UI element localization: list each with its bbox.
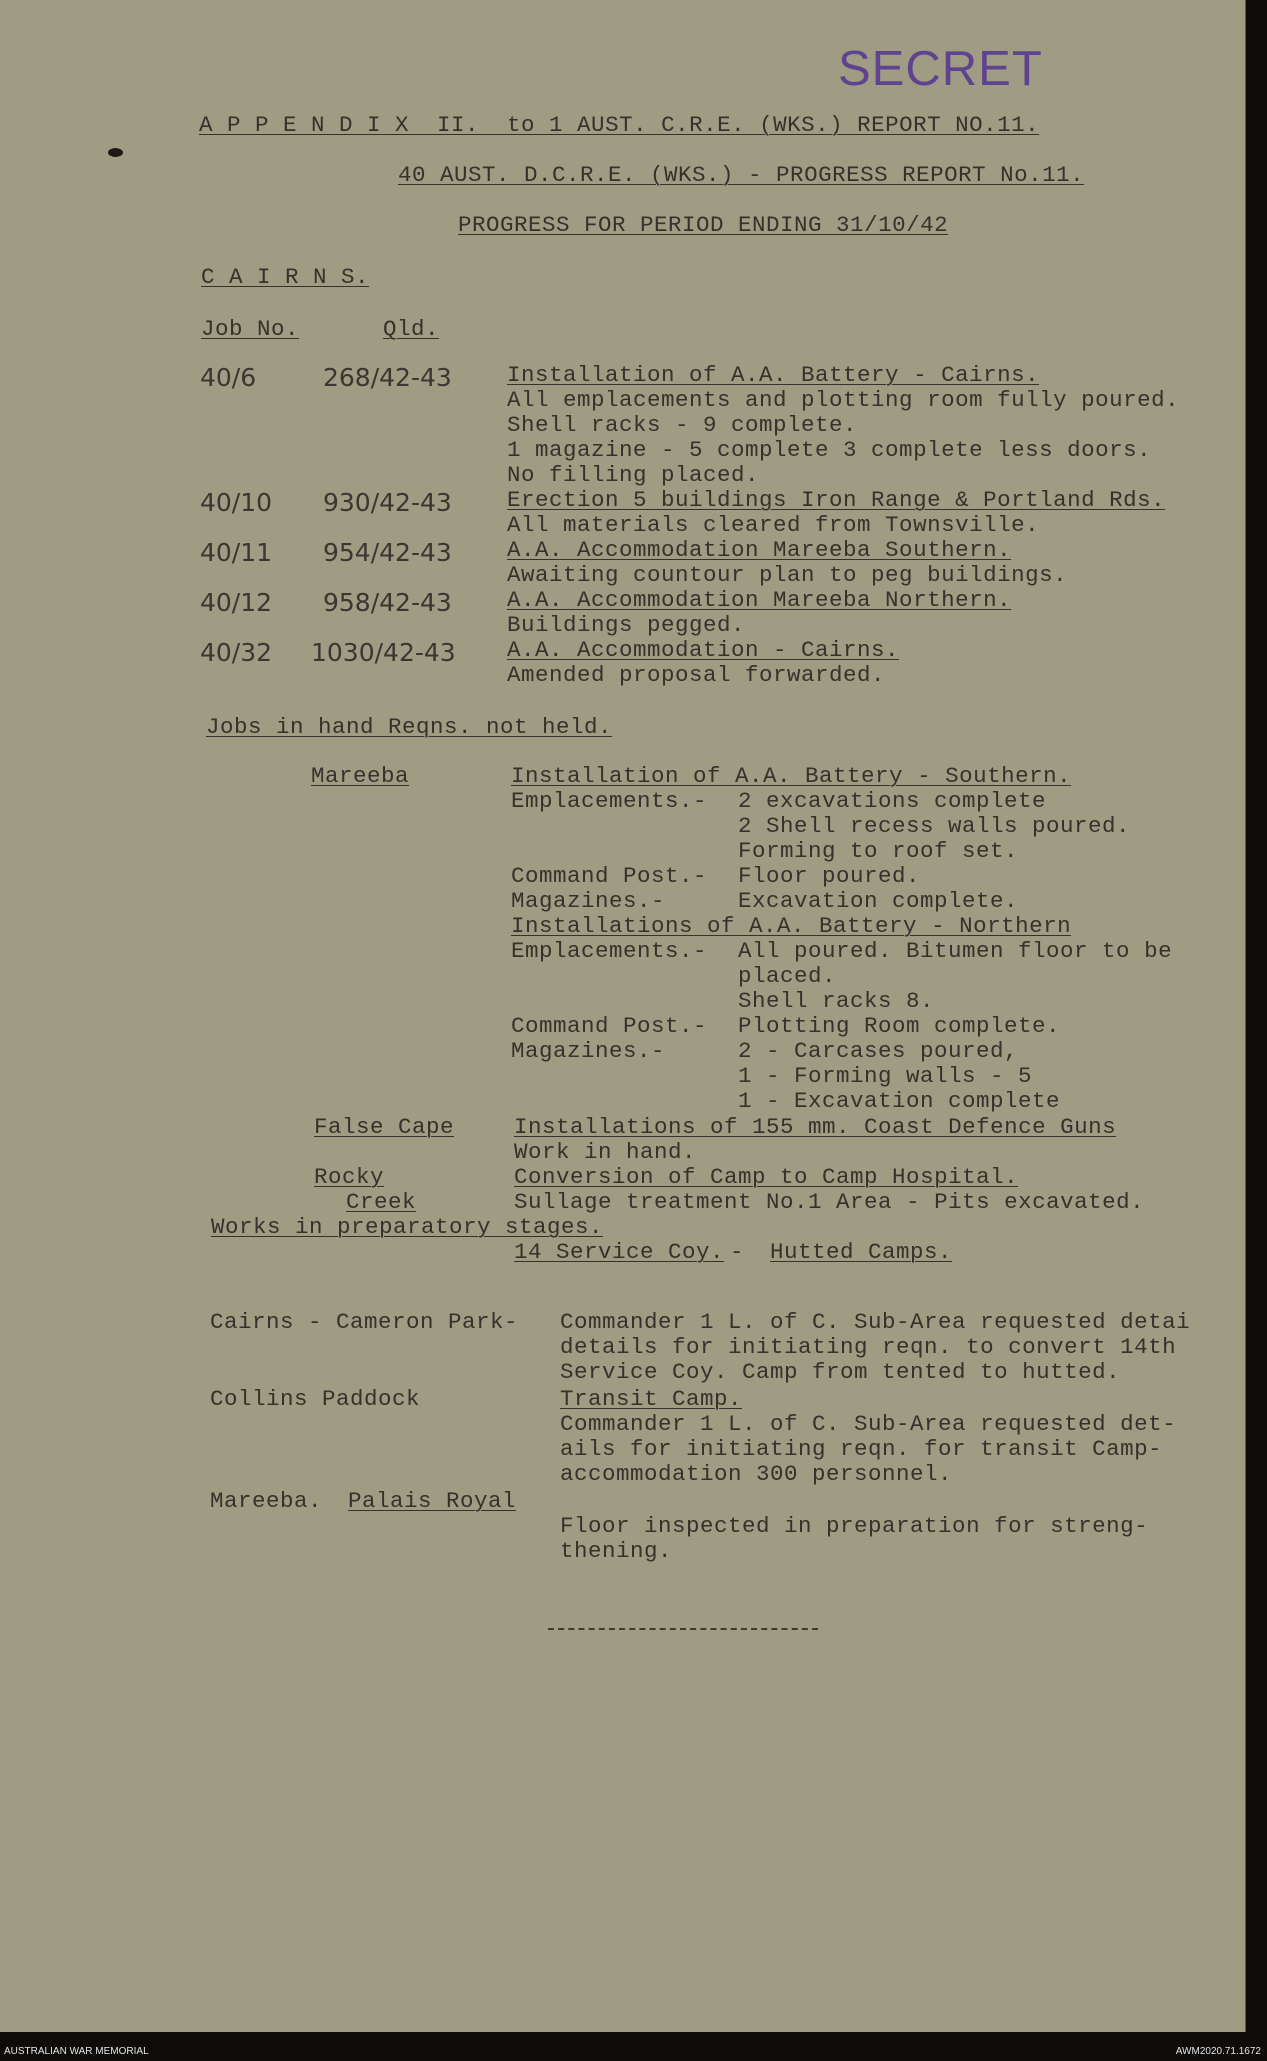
job-title: A.A. Accommodation - Cairns. (507, 637, 900, 663)
job-detail-line: All emplacements and plotting room fully poured. (507, 387, 1180, 413)
job-number: 40/10 (200, 488, 273, 517)
job-title: Conversion of Camp to Camp Hospital. (514, 1164, 1019, 1190)
item-value: 2 - Carcases poured, (738, 1038, 1019, 1064)
item-value: 1 - Forming walls - 5 (738, 1063, 1033, 1089)
jobs-in-hand-heading: Jobs in hand Reqns. not held. (206, 714, 613, 740)
preparatory-heading: Works in preparatory stages. (211, 1214, 604, 1240)
item-value: Excavation complete. (738, 888, 1019, 914)
item-value: All poured. Bitumen floor to be (738, 938, 1173, 964)
job-detail-line: Commander 1 L. of C. Sub-Area requested detai (560, 1309, 1191, 1335)
job-number: 40/32 (200, 638, 273, 667)
column-header-qld: Qld. (383, 316, 440, 342)
qld-number: 954/42-43 (323, 538, 452, 567)
job-number: 40/11 (200, 538, 273, 567)
place-label: Creek (346, 1189, 417, 1215)
sub-heading-separator: - (730, 1239, 745, 1265)
job-detail-line: Awaiting countour plan to peg buildings. (507, 562, 1068, 588)
qld-number: 1030/42-43 (311, 638, 456, 667)
item-value: placed. (738, 963, 837, 989)
sub-heading: Hutted Camps. (770, 1239, 953, 1265)
job-detail-line: accommodation 300 personnel. (560, 1461, 953, 1487)
qld-number: 930/42-43 (323, 488, 452, 517)
item-label: Command Post.- (511, 863, 708, 889)
item-label: Command Post.- (511, 1013, 708, 1039)
job-detail-line: Sullage treatment No.1 Area - Pits excavated. (514, 1189, 1145, 1215)
column-header-job-no: Job No. (201, 316, 300, 342)
place-label: Collins Paddock (210, 1386, 421, 1412)
item-label: Magazines.- (511, 888, 666, 914)
secret-stamp: SECRET (838, 42, 1043, 96)
job-title: Transit Camp. (560, 1386, 743, 1412)
job-number: 40/12 (200, 588, 273, 617)
job-detail-line: thening. (560, 1538, 673, 1564)
sub-heading: 14 Service Coy. (514, 1239, 725, 1265)
item-value: 2 excavations complete (738, 788, 1047, 814)
job-detail-line: Service Coy. Camp from tented to hutted. (560, 1359, 1121, 1385)
job-detail-line: Shell racks - 9 complete. (507, 412, 858, 438)
item-value: 2 Shell recess walls poured. (738, 813, 1131, 839)
job-title: A.A. Accommodation Mareeba Northern. (507, 587, 1012, 613)
job-detail-line: Amended proposal forwarded. (507, 662, 886, 688)
item-label: Emplacements.- (511, 938, 708, 964)
job-title: Palais Royal (348, 1488, 517, 1514)
place-label: Mareeba. (210, 1488, 323, 1514)
job-detail-line: All materials cleared from Townsville. (507, 512, 1040, 538)
job-number: 40/6 (200, 363, 257, 392)
job-detail-line: 1 magazine - 5 complete 3 complete less doors. (507, 437, 1152, 463)
job-detail-line: details for initiating reqn. to convert 14th (560, 1334, 1177, 1360)
job-title: Installation of A.A. Battery - Southern. (511, 763, 1072, 789)
period-heading: PROGRESS FOR PERIOD ENDING 31/10/42 (458, 212, 949, 238)
place-label: Rocky (314, 1164, 385, 1190)
section-title: C A I R N S. (201, 264, 370, 290)
item-value: Plotting Room complete. (738, 1013, 1061, 1039)
place-label: Mareeba (311, 763, 410, 789)
end-rule (548, 1628, 818, 1630)
item-value: Floor poured. (738, 863, 921, 889)
job-title: A.A. Accommodation Mareeba Southern. (507, 537, 1012, 563)
item-value: Shell racks 8. (738, 988, 935, 1014)
job-detail-line: Floor inspected in preparation for streng- (560, 1513, 1149, 1539)
item-label: Emplacements.- (511, 788, 708, 814)
job-detail-line: Buildings pegged. (507, 612, 746, 638)
footer-credit: AUSTRALIAN WAR MEMORIAL (4, 2046, 149, 2057)
qld-number: 268/42-43 (323, 363, 452, 392)
place-label: Cairns - Cameron Park- (210, 1309, 519, 1335)
place-label: False Cape (314, 1114, 455, 1140)
item-value: 1 - Excavation complete (738, 1088, 1061, 1114)
job-detail-line: ails for initiating reqn. for transit Camp- (560, 1436, 1163, 1462)
ink-blot (108, 148, 123, 157)
job-title: Erection 5 buildings Iron Range & Portland Rds. (507, 487, 1166, 513)
item-label: Magazines.- (511, 1038, 666, 1064)
item-value: Forming to roof set. (738, 838, 1019, 864)
qld-number: 958/42-43 (323, 588, 452, 617)
appendix-heading: A P P E N D I X II. to 1 AUST. C.R.E. (WKS.) REPORT NO.11. (199, 112, 1040, 138)
job-title: Installations of A.A. Battery - Northern (511, 913, 1072, 939)
job-detail-line: Work in hand. (514, 1139, 697, 1165)
job-title: Installations of 155 mm. Coast Defence Guns (514, 1114, 1117, 1140)
footer-reference: AWM2020.71.1672 (1175, 2046, 1261, 2057)
job-detail-line: Commander 1 L. of C. Sub-Area requested det- (560, 1411, 1177, 1437)
job-title: Installation of A.A. Battery - Cairns. (507, 362, 1040, 388)
job-detail-line: No filling placed. (507, 462, 760, 488)
report-heading: 40 AUST. D.C.R.E. (WKS.) - PROGRESS REPORT No.11. (398, 162, 1085, 188)
